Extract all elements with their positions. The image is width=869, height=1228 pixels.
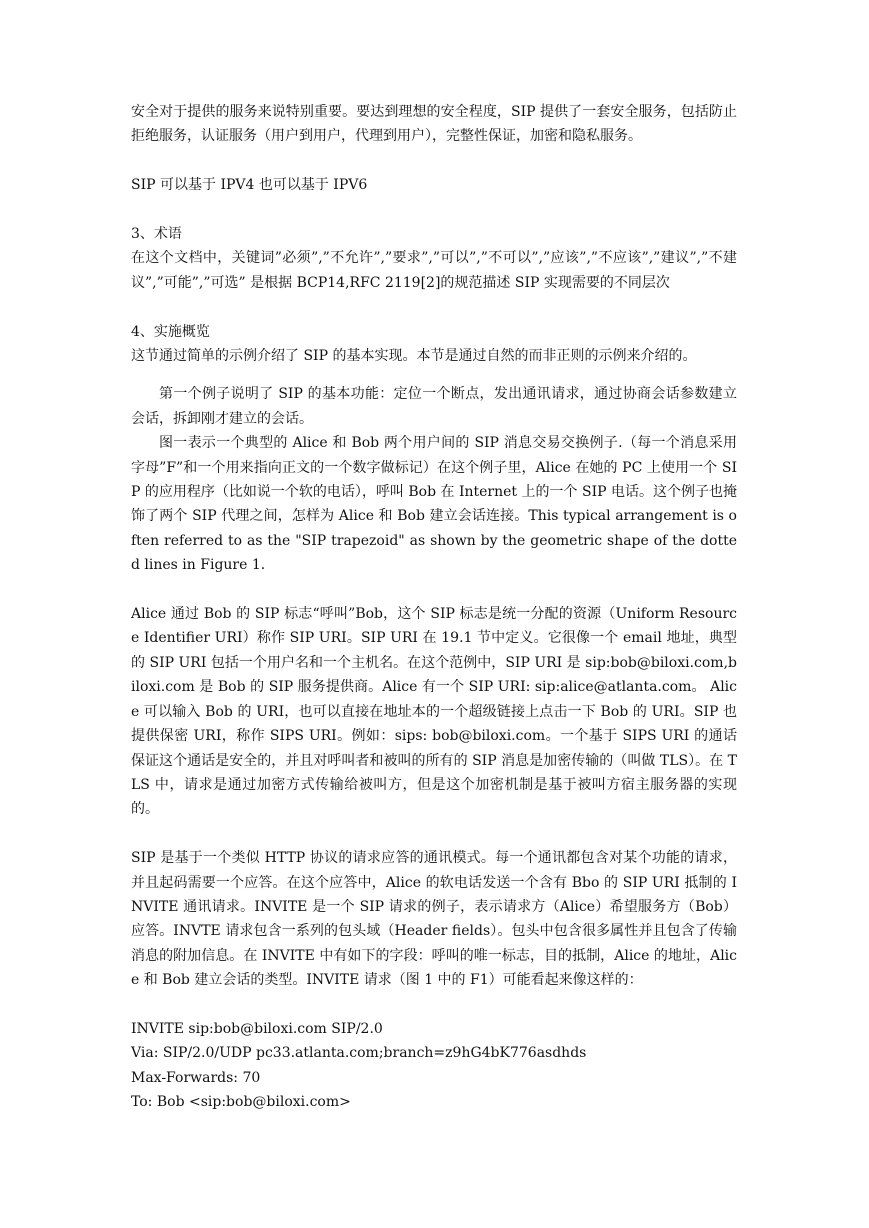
paragraph-request-response: SIP 是基于一个类似 HTTP 协议的请求应答的通讯模式。每一个通讯都包含对某个功能的请求，并且起码需要一个应答。在这个应答中，Alice 的软电话发送一个含有 Bbo 的 SIP URI 抵制的 INVITE 通讯请求。INVITE 是一个 SIP 请求的例子，表示请求方（Alice）希望服务方（Bob）应答。INVTE 请求包含一系列的包头域（Header fields）。包头中包含很多属性并且包含了传输消息的附加信息。在 INVITE 中有如下的字段：呼叫的唯一标志，目的抵制，Alice 的地址，Alice 和 Bob 建立会话的类型。INVITE 请求（图 1 中的 F1）可能看起来像这样的： bbox=[131, 850, 737, 989]
document-page bbox=[131, 100, 737, 1115]
paragraph-security: 安全对于提供的服务来说特别重要。要达到理想的安全程度，SIP 提供了一套安全服务，包括防止拒绝服务，认证服务（用户到用户，代理到用户），完整性保证，加密和隐私服务。 bbox=[131, 104, 737, 145]
invite-line: Via: SIP/2.0/UDP pc33.atlanta.com;branch=z9hG4bK776asdhds bbox=[131, 1045, 587, 1062]
paragraph-figure-one: 图一表示一个典型的 Alice 和 Bob 两个用户间的 SIP 消息交易交换例子.（每一个消息采用字母”F”和一个用来指向正文的一个数字做标记）在这个例子里，Alice 在她的 PC 上使用一个 SIP 的应用程序（比如说一个软的电话），呼叫 Bob 在 Internet 上的一个 SIP 电话。这个例子也掩饰了两个 SIP 代理之间，怎样为 Alice 和 Bob 建立会话连接。This typical arrangement is often referred to as the "SIP trapezoid" as shown by the geometric shape of the dotted lines in Figure 1. bbox=[131, 435, 737, 574]
invite-line: Max-Forwards: 70 bbox=[131, 1069, 261, 1086]
section-4-heading: 4、实施概览 bbox=[131, 323, 210, 340]
paragraph-sip-uri: Alice 通过 Bob 的 SIP 标志“呼叫”Bob，这个 SIP 标志是统一分配的资源（Uniform Resource Identifier URI）称作 SIP URI。SIP URI 在 19.1 节中定义。它很像一个 email 地址，典型的 SIP URI 包括一个用户名和一个主机名。在这个范例中，SIP URI 是 sip:bob@biloxi.com,biloxi.com 是 Bob 的 SIP 服务提供商。Alice 有一个 SIP URI: sip:alice@atlanta.com。 Alice 可以输入 Bob 的 URI，也可以直接在地址本的一个超级链接上点击一下 Bob 的 URI。SIP 也提供保密 URI，称作 SIPS URI。例如：sips: bob@biloxi.com。一个基于 SIPS URI 的通话保证这个通话是安全的，并且对呼叫者和被叫的所有的 SIP 消息是加密传输的（叫做 TLS）。在 TLS 中，请求是通过加密方式传输给被叫方，但是这个加密机制是基于被叫方宿主服务器的实现的。 bbox=[131, 606, 737, 818]
section-3-heading: 3、术语 bbox=[131, 226, 182, 242]
paragraph-ipv: SIP 可以基于 IPV4 也可以基于 IPV6 bbox=[131, 177, 368, 194]
paragraph-first-example: 第一个例子说明了 SIP 的基本功能：定位一个断点，发出通讯请求，通过协商会话参数建立会话，拆卸刚才建立的会话。 bbox=[131, 386, 737, 427]
section-3-body: 在这个文档中，关键词”必须”,”不允许”,”要求”,”可以”,”不可以”,”应该”,”不应该”,”建议”,”不建议”,”可能”,”可选” 是根据 BCP14,RFC 2119[2]的规范描述 SIP 实现需要的不同层次 bbox=[131, 250, 737, 291]
invite-line: To: Bob <sip:bob@biloxi.com> bbox=[131, 1094, 351, 1111]
invite-line: INVITE sip:bob@biloxi.com SIP/2.0 bbox=[131, 1020, 383, 1037]
section-4-body: 这节通过简单的示例介绍了 SIP 的基本实现。本节是通过自然的而非正则的示例来介绍的。 bbox=[131, 348, 697, 365]
invite-example bbox=[131, 1017, 737, 1115]
